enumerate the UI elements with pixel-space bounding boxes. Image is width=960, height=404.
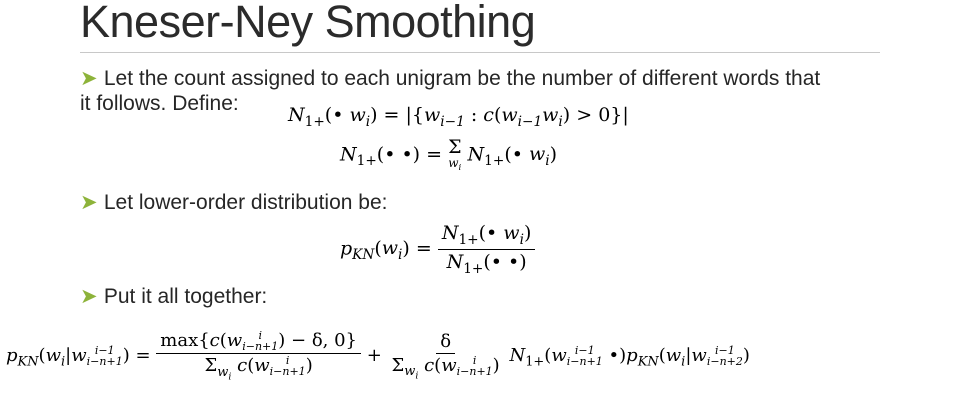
bullet-1-text: Let the count assigned to each unigram be the number of different words that bbox=[103, 67, 821, 90]
bullet-2-text: Let lower-order distribution be: bbox=[103, 191, 388, 214]
title-divider bbox=[80, 52, 880, 53]
bullet-1-continuation: it follows. Define: bbox=[80, 92, 239, 115]
arrow-bullet-icon: ➤ bbox=[80, 191, 98, 214]
bullet-3-text: Put it all together: bbox=[103, 285, 268, 308]
bullet-3 bbox=[80, 284, 267, 309]
equation-full-kneser-ney: $p_{KN}(w_i|w$ i−1 i−n+1 ) = max{c(w i i−n+1 ) − δ, 0} $\Sigma_{w_i}$ c(w i i−n+1 ) + δ $\Sigma_{w_i}$ c(w i i−n+1 ) $N_{1+}(w$ i−1 i−n+1 $•)p_{KN}(w_i|w$ i−1 i−n+2 ) bbox=[6, 329, 750, 382]
equation-total-count: $N_{1+}(•$ •) = Σ $w_i$ $N_{1+}(•$ $w_i$) bbox=[340, 136, 558, 174]
equation-unigram-count: $N_{1+}(•$ $w_i) = |\{w_{i-1}$ : $c(w_{i-1}w_i) > 0\}|$ bbox=[288, 104, 629, 130]
arrow-bullet-icon: ➤ bbox=[80, 285, 98, 308]
equation-lower-order: $p_{KN}(w_i)$ = $\frac{N_{1+}(• w_i)}{N_{1+}(• •)}$ bbox=[340, 222, 535, 277]
arrow-bullet-icon: ➤ bbox=[80, 67, 98, 90]
bullet-2 bbox=[80, 190, 388, 215]
slide-title: Kneser-Ney Smoothing bbox=[80, 0, 536, 47]
